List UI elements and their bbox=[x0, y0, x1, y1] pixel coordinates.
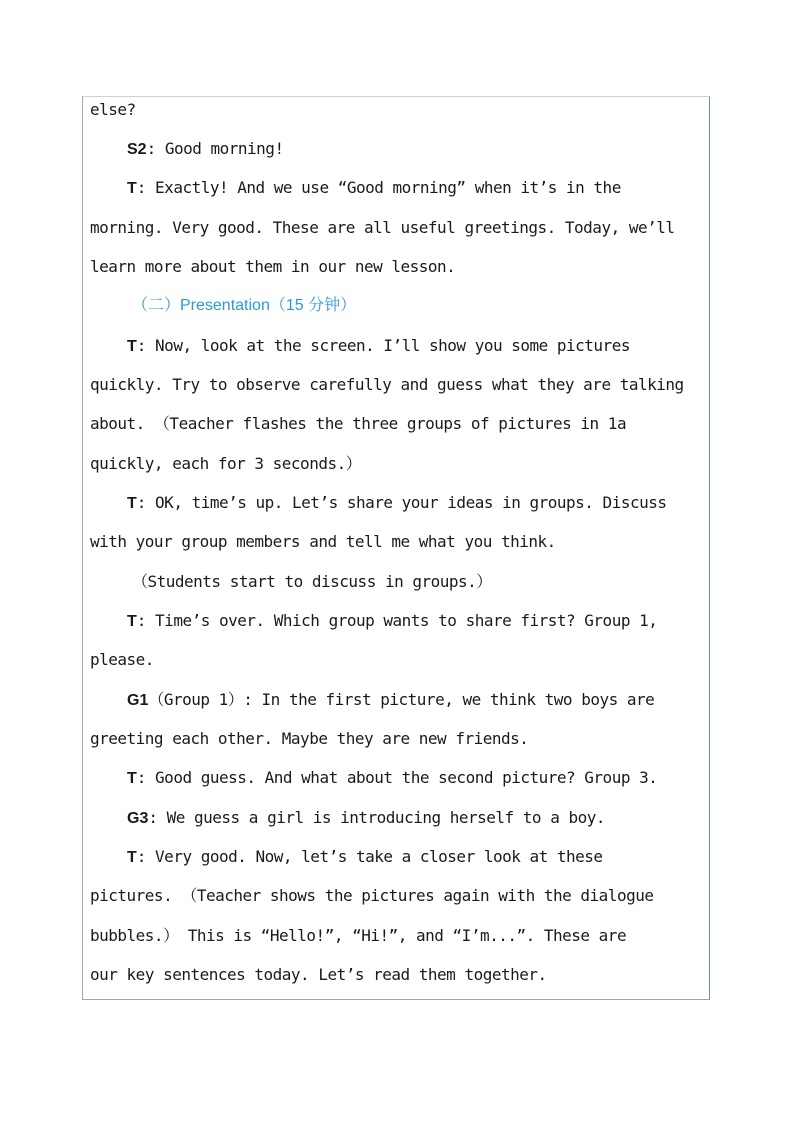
text-line bbox=[90, 375, 684, 395]
line-text: （Students start to discuss in groups.） bbox=[132, 572, 492, 591]
text-line bbox=[90, 257, 455, 277]
line-text: our key sentences today. Let’s read them together. bbox=[90, 965, 547, 984]
dialogue-line bbox=[127, 808, 605, 829]
speaker-label: T bbox=[127, 849, 137, 866]
dialogue-line bbox=[127, 178, 621, 199]
speaker-label: T bbox=[127, 613, 137, 630]
section-heading-text: （二）Presentation（15 分钟） bbox=[132, 297, 357, 314]
dialogue-line bbox=[127, 847, 603, 868]
dialogue-line bbox=[127, 611, 657, 632]
text-line bbox=[90, 218, 675, 238]
text-line bbox=[90, 729, 528, 749]
line-text: about. （Teacher flashes the three groups of pictures in 1a bbox=[90, 414, 627, 433]
line-text: : We guess a girl is introducing herself to a boy. bbox=[148, 808, 605, 827]
speaker-label: T bbox=[127, 495, 137, 512]
text-line bbox=[90, 100, 136, 120]
line-text: morning. Very good. These are all useful greetings. Today, we’ll bbox=[90, 218, 675, 237]
text-line bbox=[90, 886, 653, 906]
line-text: : Good guess. And what about the second picture? Group 3. bbox=[136, 768, 658, 787]
text-line bbox=[90, 926, 626, 946]
line-text: with your group members and tell me what you think. bbox=[90, 532, 556, 551]
text-line bbox=[90, 454, 361, 474]
line-text: greeting each other. Maybe they are new friends. bbox=[90, 729, 529, 748]
dialogue-line bbox=[127, 336, 630, 357]
dialogue-line bbox=[127, 493, 666, 514]
text-line bbox=[90, 650, 154, 670]
speaker-label: S2 bbox=[127, 141, 147, 158]
line-text: : Exactly! And we use “Good morning” when it’s in the bbox=[136, 178, 621, 197]
stage-direction bbox=[132, 572, 492, 592]
line-text: : Very good. Now, let’s take a closer look at these bbox=[136, 847, 603, 866]
line-text: : OK, time’s up. Let’s share your ideas in groups. Discuss bbox=[136, 493, 667, 512]
line-text: else? bbox=[90, 100, 136, 119]
line-text: please. bbox=[90, 650, 154, 669]
speaker-label: T bbox=[127, 338, 137, 355]
section-heading bbox=[132, 296, 356, 316]
line-text: pictures. （Teacher shows the pictures again with the dialogue bbox=[90, 886, 654, 905]
dialogue-line bbox=[127, 690, 654, 711]
line-text: quickly. Try to observe carefully and guess what they are talking bbox=[90, 375, 684, 394]
line-text: : Good morning! bbox=[146, 139, 284, 158]
speaker-label: T bbox=[127, 180, 137, 197]
line-text: （Group 1）: In the first picture, we think two boys are bbox=[148, 690, 655, 709]
line-text: quickly, each for 3 seconds.） bbox=[90, 454, 362, 473]
line-text: : Now, look at the screen. I’ll show you some pictures bbox=[136, 336, 630, 355]
dialogue-line bbox=[127, 768, 657, 789]
line-text: bubbles.） This is “Hello!”, “Hi!”, and “I’m...”. These are bbox=[90, 926, 627, 945]
speaker-label: G1 bbox=[127, 692, 149, 709]
speaker-label: T bbox=[127, 770, 137, 787]
line-text: learn more about them in our new lesson. bbox=[90, 257, 456, 276]
text-line bbox=[90, 414, 626, 434]
text-line bbox=[90, 532, 556, 552]
line-text: : Time’s over. Which group wants to share first? Group 1, bbox=[136, 611, 658, 630]
dialogue-line bbox=[127, 139, 284, 160]
speaker-label: G3 bbox=[127, 810, 149, 827]
text-line bbox=[90, 965, 547, 985]
